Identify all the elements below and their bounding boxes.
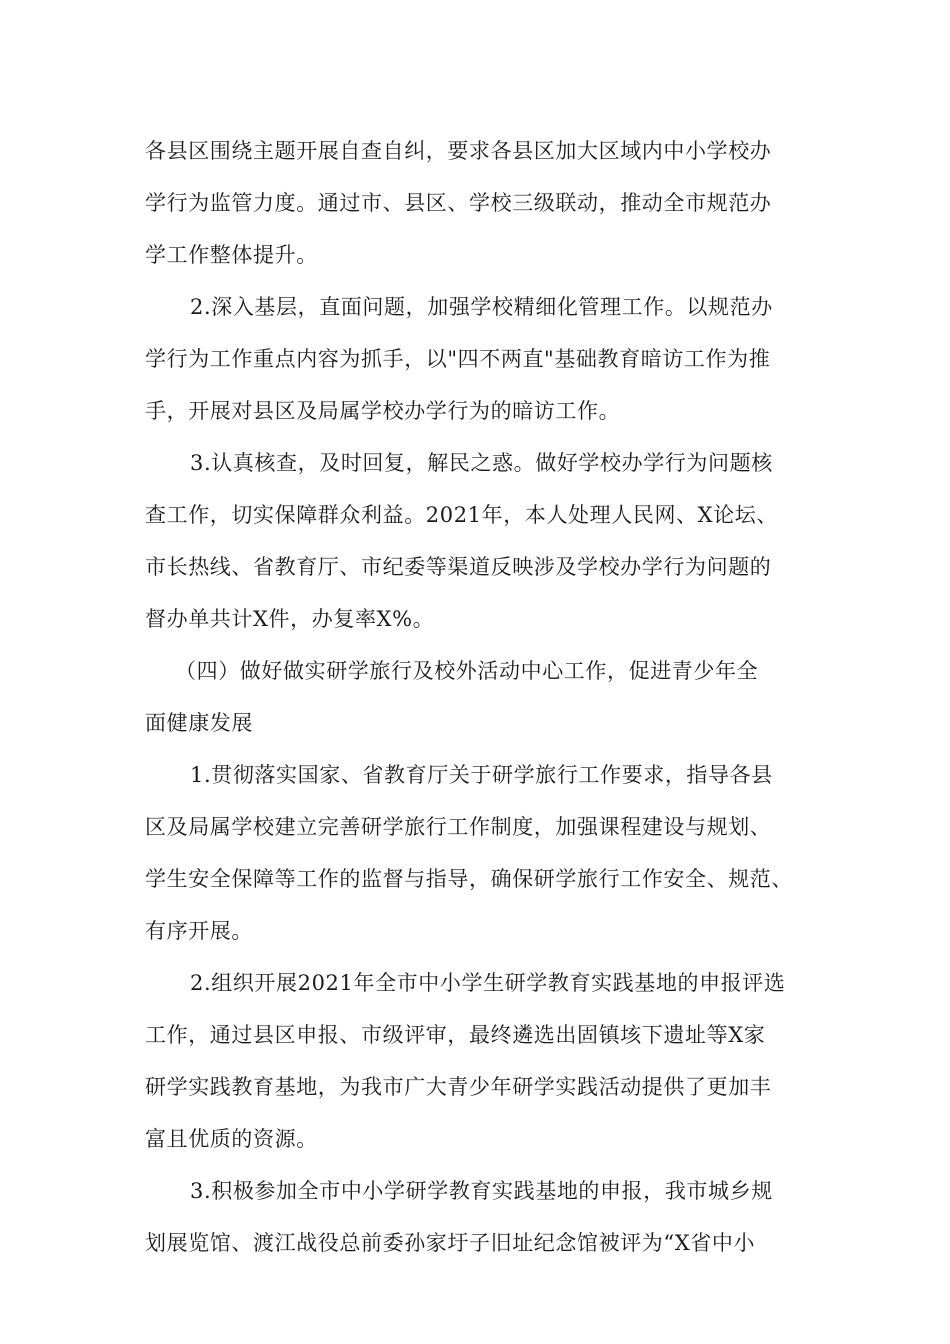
paragraph-start-line: 2.组织开展2021年全市中小学生研学教育实践基地的申报评选 [190,971,786,995]
text-line: 工作，通过县区申报、市级评审，最终遴选出固镇垓下遗址等X家 [145,1023,766,1047]
text-line: 查工作，切实保障群众利益。2021年，本人处理人民网、X论坛、 [145,503,778,527]
text-line: 各县区围绕主题开展自查自纠，要求各县区加大区域内中小学校办 [145,139,772,163]
text-line: 督办单共计X件，办复率X%。 [145,607,435,631]
text-line: 有序开展。 [145,919,253,943]
text-line: 学生安全保障等工作的监督与指导，确保研学旅行工作安全、规范、 [145,867,793,891]
text-line: 学行为监管力度。通过市、县区、学校三级联动，推动全市规范办 [145,191,772,215]
text-line: 研学实践教育基地，为我市广大青少年研学实践活动提供了更加丰 [145,1075,772,1099]
paragraph-start-line: 3.积极参加全市中小学研学教育实践基地的申报，我市城乡规 [190,1179,773,1203]
text-line: 区及局属学校建立完善研学旅行工作制度，加强课程建设与规划、 [145,815,772,839]
text-line: 富且优质的资源。 [145,1127,318,1151]
text-line: 市长热线、省教育厅、市纪委等渠道反映涉及学校办学行为问题的 [145,555,772,579]
section-heading-line: （四）做好做实研学旅行及校外活动中心工作，促进青少年全 [175,659,759,683]
section-heading-line: 面健康发展 [145,711,253,735]
document-body [145,125,825,1269]
text-line: 划展览馆、渡江战役总前委孙家圩子旧址纪念馆被评为“X省中小 [145,1231,756,1255]
text-line: 学工作整体提升。 [145,243,318,267]
paragraph-start-line: 1.贯彻落实国家、省教育厅关于研学旅行工作要求，指导各县 [190,763,773,787]
paragraph-start-line: 2.深入基层，直面问题，加强学校精细化管理工作。以规范办 [190,295,773,319]
text-line: 学行为工作重点内容为抓手，以"四不两直"基础教育暗访工作为推 [145,347,771,371]
paragraph-start-line: 3.认真核查，及时回复，解民之惑。做好学校办学行为问题核 [190,451,773,475]
text-line: 手，开展对县区及局属学校办学行为的暗访工作。 [145,399,621,423]
